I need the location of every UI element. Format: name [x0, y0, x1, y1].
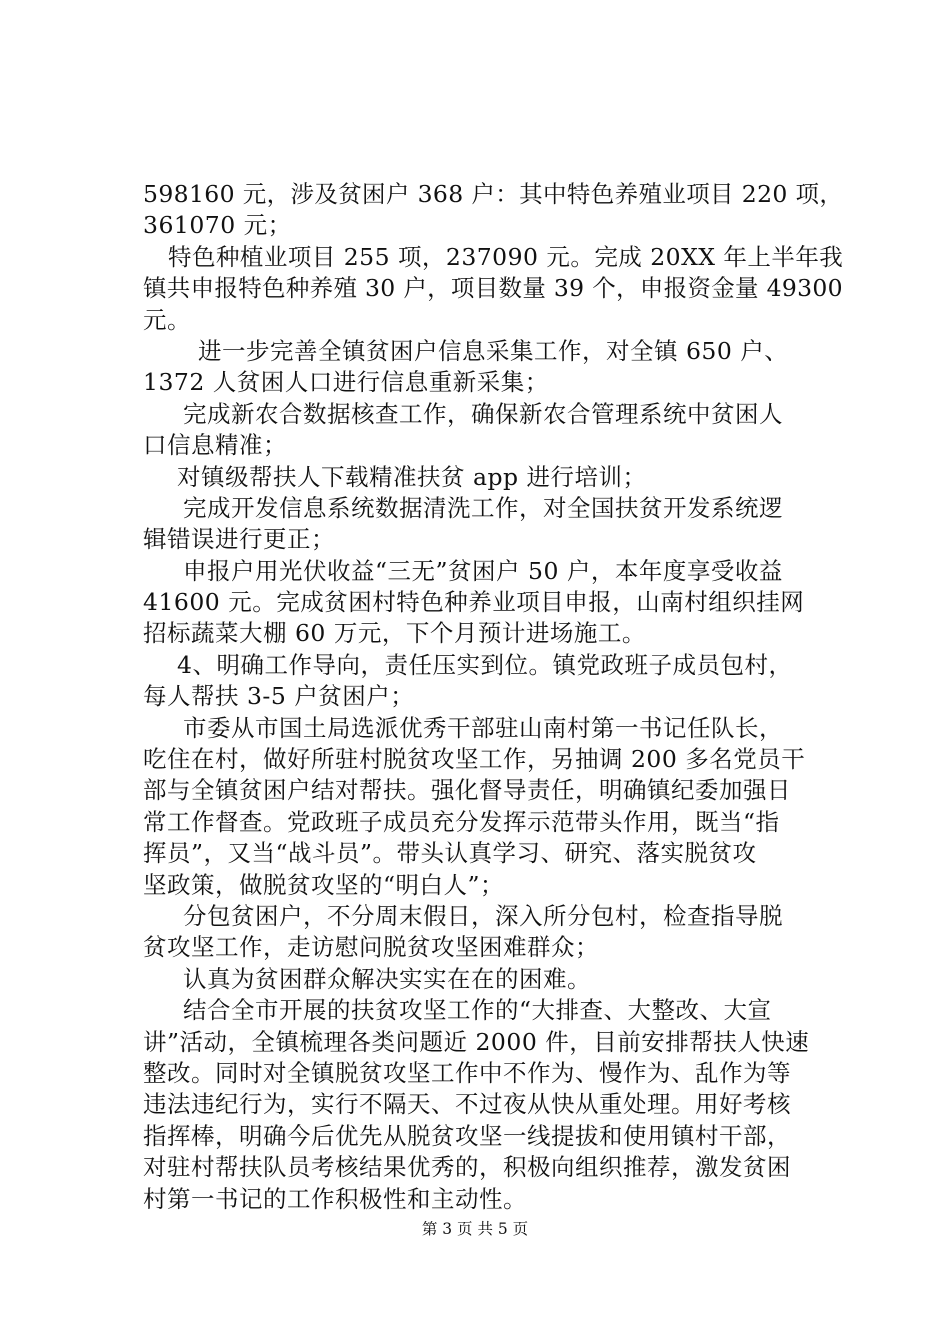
text-line: 常工作督查。党政班子成员充分发挥示范带头作用，既当“指 — [143, 807, 780, 836]
document-body — [143, 179, 843, 1215]
page-number-footer: 第 3 页 共 5 页 — [421, 1220, 529, 1238]
text-line: 指挥棒，明确今后优先从脱贫攻坚一线提拔和使用镇村干部， — [143, 1121, 791, 1150]
text-line: 村第一书记的工作积极性和主动性。 — [143, 1184, 527, 1213]
text-line: 申报户用光伏收益“三无”贫困户 50 户，本年度享受收益 — [183, 556, 783, 585]
text-line: 违法违纪行为，实行不隔天、不过夜从快从重处理。用好考核 — [143, 1090, 791, 1119]
text-line: 完成开发信息系统数据清洗工作，对全国扶贫开发系统逻 — [183, 493, 783, 522]
text-line: 招标蔬菜大棚 60 万元，下个月预计进场施工。 — [143, 619, 646, 648]
text-line: 1372 人贫困人口进行信息重新采集； — [143, 368, 549, 397]
text-line: 分包贫困户，不分周末假日，深入所分包村，检查指导脱 — [183, 901, 783, 930]
text-line: 坚政策，做脱贫攻坚的“明白人”； — [143, 870, 505, 899]
text-line: 口信息精准； — [143, 431, 287, 460]
text-line: 完成新农合数据核查工作，确保新农合管理系统中贫困人 — [183, 399, 783, 428]
text-line: 讲”活动，全镇梳理各类问题近 2000 件，目前安排帮扶人快速 — [143, 1027, 810, 1056]
text-line: 598160 元，涉及贫困户 368 户：其中特色养殖业项目 220 项， — [143, 180, 844, 208]
text-line: 对镇级帮扶人下载精准扶贫 app 进行培训； — [177, 462, 647, 491]
text-line: 整改。同时对全镇脱贫攻坚工作中不作为、慢作为、乱作为等 — [143, 1058, 791, 1087]
text-line: 认真为贫困群众解决实实在在的困难。 — [183, 964, 591, 993]
text-line: 镇共申报特色种养殖 30 户，项目数量 39 个，申报资金量 49300 — [143, 274, 843, 303]
text-line: 进一步完善全镇贫困户信息采集工作，对全镇 650 户、 — [198, 336, 789, 365]
text-line: 吃住在村，做好所驻村脱贫攻坚工作，另抽调 200 多名党员干 — [143, 745, 806, 774]
text-line: 市委从市国土局选派优秀干部驻山南村第一书记任队长， — [183, 713, 783, 742]
text-line: 辑错误进行更正； — [143, 525, 335, 554]
text-line: 元。 — [143, 305, 191, 334]
text-line: 361070 元； — [143, 211, 292, 240]
text-line: 每人帮扶 3-5 户贫困户； — [143, 682, 415, 711]
text-line: 贫攻坚工作，走访慰问脱贫攻坚困难群众； — [143, 933, 599, 962]
text-line: 部与全镇贫困户结对帮扶。强化督导责任，明确镇纪委加强日 — [143, 776, 791, 805]
text-line: 41600 元。完成贫困村特色种养业项目申报，山南村组织挂网 — [143, 588, 805, 617]
text-line: 结合全市开展的扶贫攻坚工作的“大排查、大整改、大宣 — [183, 996, 772, 1025]
text-line: 对驻村帮扶队员考核结果优秀的，积极向组织推荐，激发贫困 — [143, 1153, 791, 1182]
text-line: 特色种植业项目 255 项，237090 元。完成 20XX 年上半年我 — [168, 242, 844, 271]
text-line: 4、明确工作导向，责任压实到位。镇党政班子成员包村， — [177, 650, 793, 679]
text-line: 挥员”，又当“战斗员”。带头认真学习、研究、落实脱贫攻 — [143, 839, 757, 868]
